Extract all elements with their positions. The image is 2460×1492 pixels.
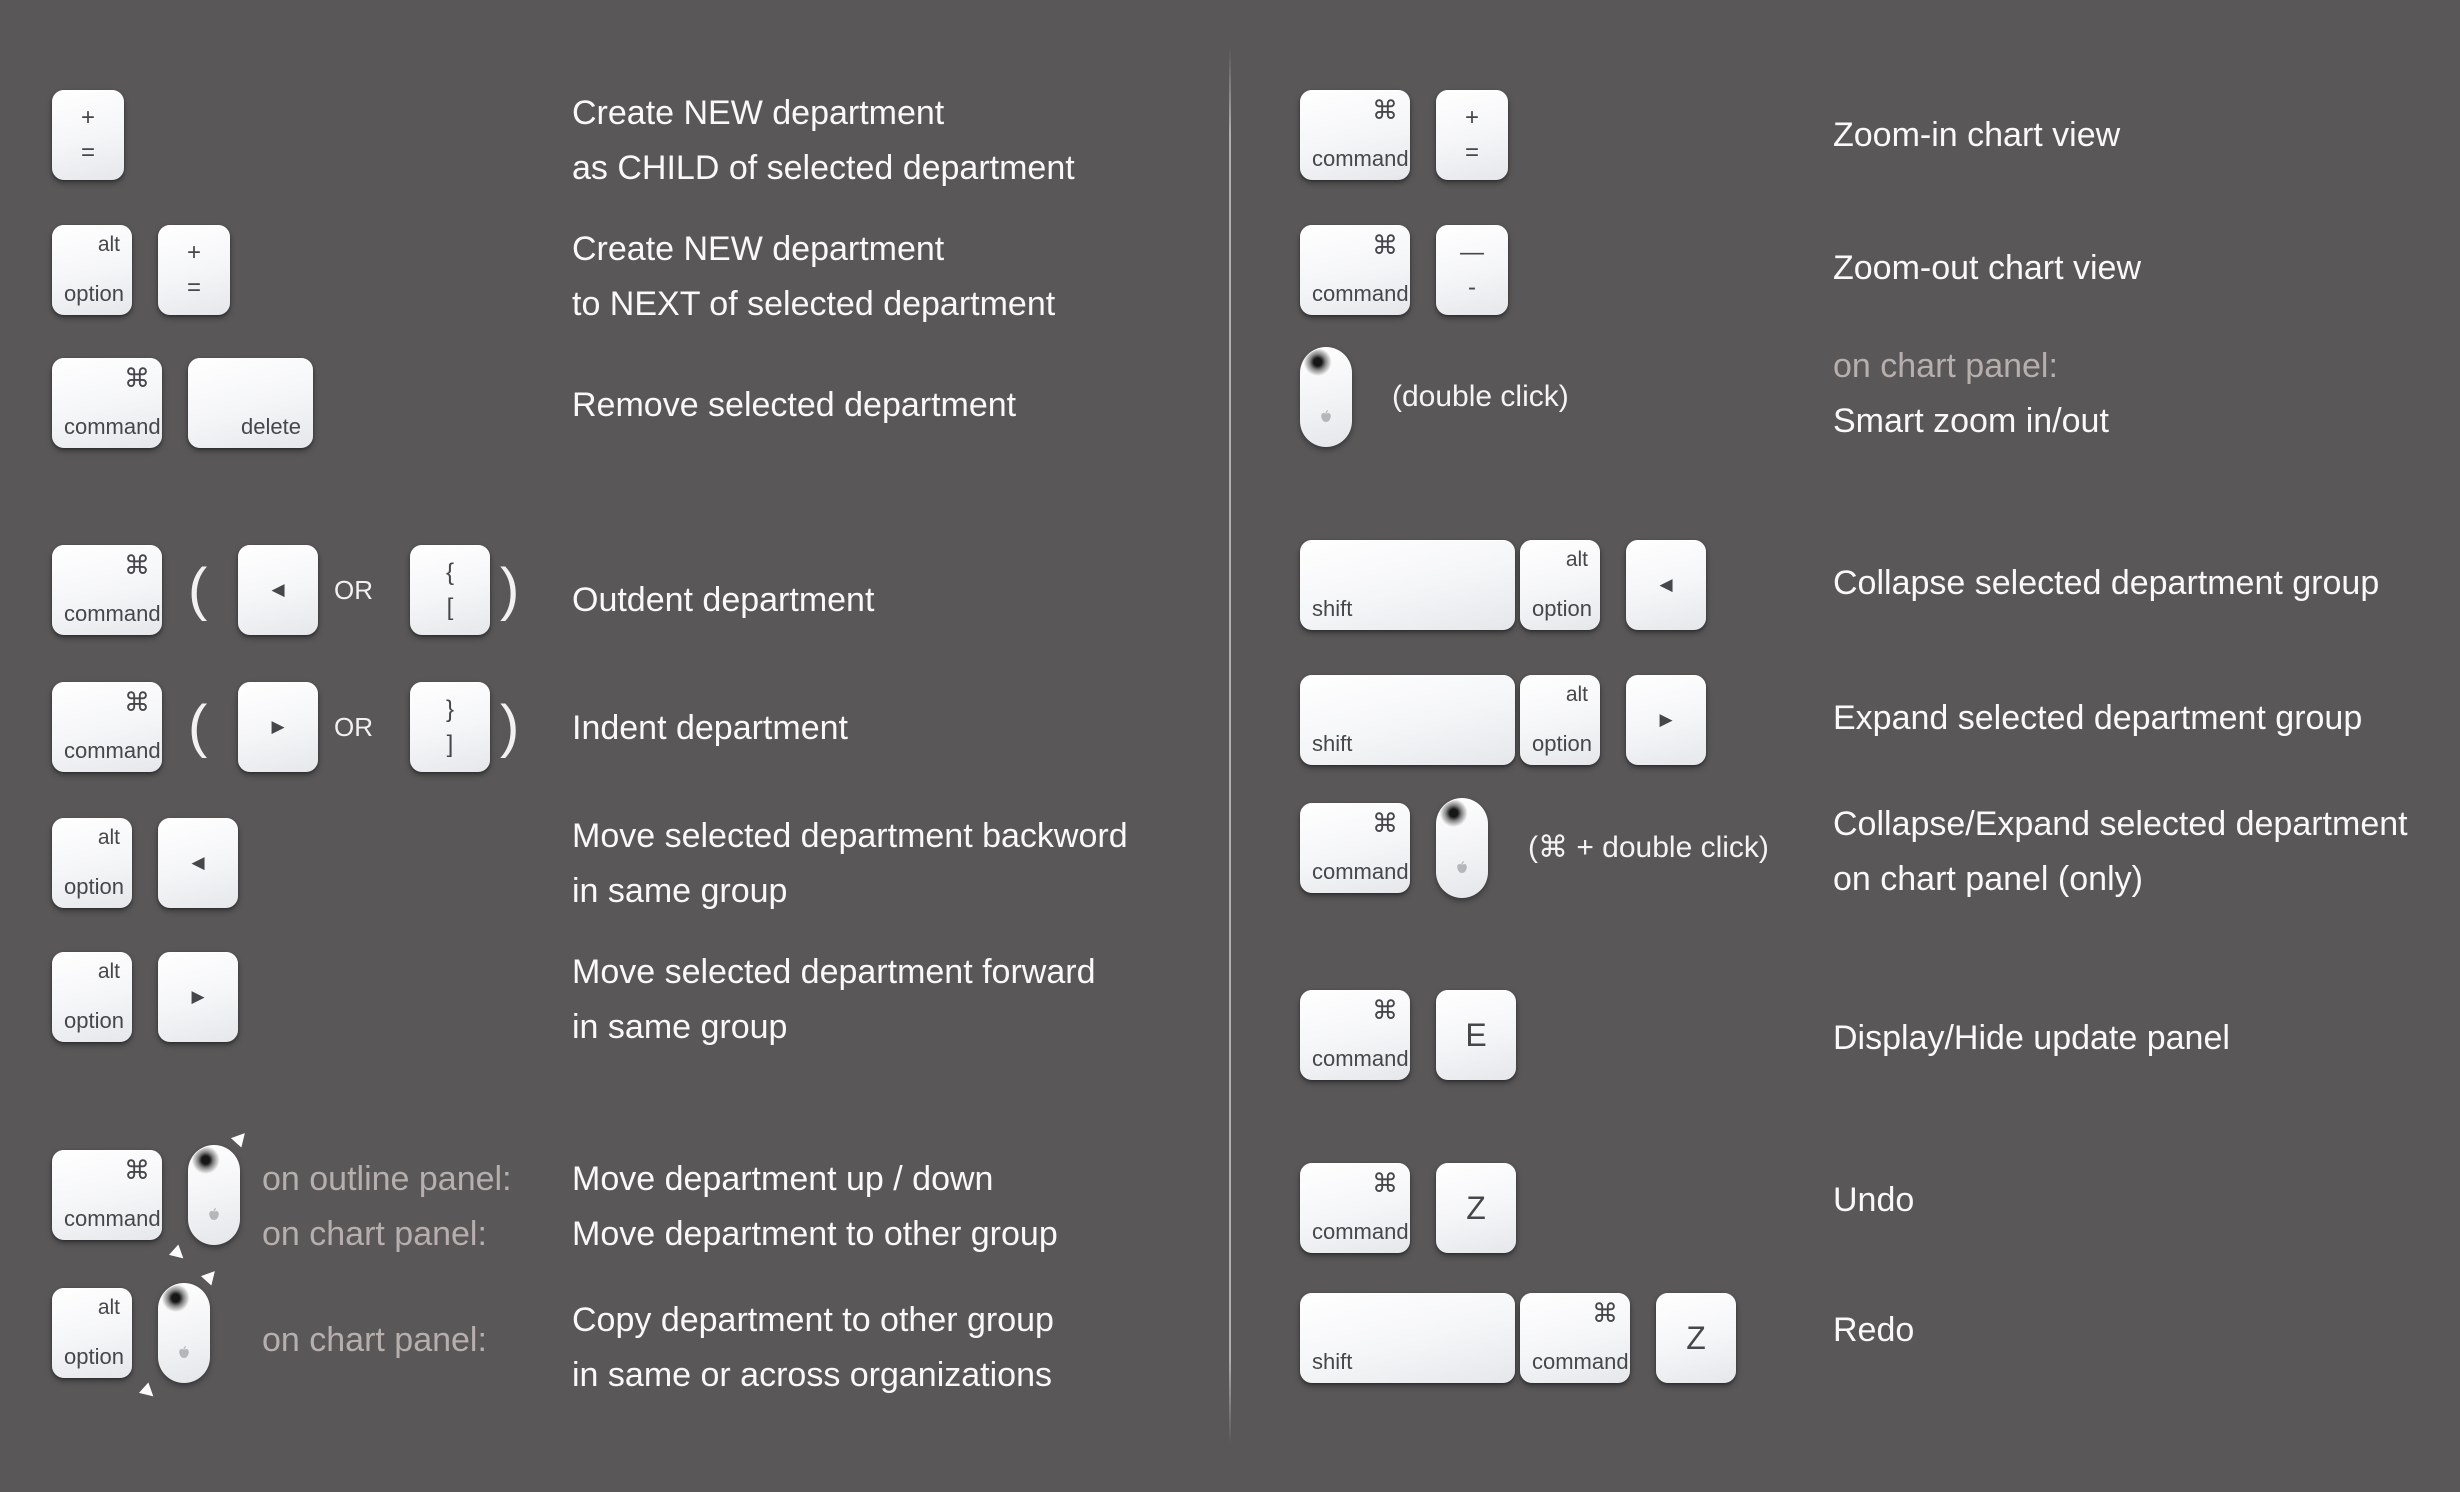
arrow-right-icon: ▶: [1659, 710, 1673, 729]
key-option-symbol: alt: [97, 826, 120, 849]
shortcut-description-line: Collapse selected department group: [1833, 564, 2380, 602]
panel-label: on outline panel:: [262, 1160, 512, 1198]
shortcut-description-line: Move department to other group: [572, 1215, 1058, 1253]
shortcut-description-line: on chart panel (only): [1833, 860, 2143, 898]
shortcut-description-line: Move department up / down: [572, 1160, 994, 1198]
key-plus-equals-bottom: =: [1464, 138, 1479, 166]
shortcut-description-line: in same group: [572, 872, 788, 910]
shortcut-description: [572, 378, 1016, 433]
key-option-symbol: alt: [1565, 683, 1588, 706]
key-option-symbol: alt: [97, 960, 120, 983]
key-command-symbol: ⌘: [124, 550, 150, 580]
shortcut-description: [1833, 556, 2379, 611]
key-plus-equals-top: +: [186, 238, 201, 266]
key-letter-Z: [1436, 1163, 1516, 1253]
key-bracket-close: [410, 682, 490, 772]
key-command: [1300, 90, 1410, 180]
apple-logo-icon: [207, 1207, 221, 1223]
key-command-label: command: [1312, 1046, 1409, 1071]
shortcut-description-line: Display/Hide update panel: [1833, 1019, 2230, 1057]
shortcut-description-line: Remove selected department: [572, 386, 1017, 424]
drag-arrow-icon: [201, 1266, 220, 1285]
caption-text: (double click): [1392, 380, 1569, 413]
arrow-left-icon: ◀: [191, 853, 205, 872]
key-command-symbol: ⌘: [124, 1155, 150, 1185]
key-option: [52, 952, 132, 1042]
shortcut-description: [1833, 339, 2109, 449]
key-arrow-right: [238, 682, 318, 772]
key-shift-label: shift: [1312, 596, 1353, 621]
key-option: [52, 818, 132, 908]
shortcut-description-line: as CHILD of selected department: [572, 149, 1075, 187]
panel-label: on chart panel:: [262, 1215, 487, 1253]
key-command-label: command: [1312, 1219, 1409, 1244]
panel-label: on chart panel:: [1833, 347, 2058, 385]
shortcut-description-line: Indent department: [572, 709, 848, 747]
shortcut-description: [1833, 1303, 1914, 1358]
key-command-symbol: ⌘: [124, 687, 150, 717]
key-shift-label: shift: [1312, 731, 1353, 756]
key-arrow-right: [1626, 675, 1706, 765]
key-plus-equals: [1436, 90, 1508, 180]
or-text: OR: [334, 712, 373, 742]
key-minus: [1436, 225, 1508, 315]
shortcut-description-line: Copy department to other group: [572, 1301, 1054, 1339]
key-option: [52, 1288, 132, 1378]
panel-label-group: [262, 1313, 487, 1368]
shortcut-description: [572, 1293, 1054, 1403]
key-command: [52, 545, 162, 635]
key-minus-bottom: -: [1468, 273, 1476, 301]
key-option: [1520, 540, 1600, 630]
key-command: [52, 358, 162, 448]
key-command-label: command: [1312, 859, 1409, 884]
shortcut-description-line: Zoom-in chart view: [1833, 116, 2121, 154]
mouse-icon: [158, 1283, 210, 1383]
shortcut-description-line: in same group: [572, 1008, 788, 1046]
key-command-label: command: [64, 738, 161, 763]
key-shift: [1300, 540, 1515, 630]
drag-arrow-icon: [231, 1128, 250, 1147]
arrow-right-icon: ▶: [191, 987, 205, 1006]
key-letter-label: Z: [1686, 1319, 1706, 1356]
shortcut-description-line: Collapse/Expand selected department: [1833, 805, 2408, 843]
key-shift: [1300, 675, 1515, 765]
key-command: [1300, 990, 1410, 1080]
paren-text: (: [188, 557, 208, 622]
key-minus-top: —: [1460, 238, 1484, 266]
key-option: [52, 225, 132, 315]
shortcut-description: [572, 573, 874, 628]
key-command-symbol: ⌘: [1372, 95, 1398, 125]
paren-text: ): [500, 557, 520, 622]
arrow-right-icon: ▶: [271, 717, 285, 736]
panel-label: on chart panel:: [262, 1321, 487, 1359]
key-option-label: option: [64, 281, 124, 306]
shortcut-description-line: Create NEW department: [572, 94, 945, 132]
key-bracket-open-top: {: [445, 558, 454, 586]
shortcut-description: [572, 945, 1095, 1055]
key-arrow-left: [158, 818, 238, 908]
key-command-label: command: [1312, 281, 1409, 306]
key-arrow-right: [158, 952, 238, 1042]
shortcut-description: [1833, 1173, 1914, 1228]
drag-arrow-icon: [169, 1244, 188, 1263]
key-plus-equals: [158, 225, 230, 315]
key-command-label: command: [1532, 1349, 1629, 1374]
key-bracket-close-top: }: [445, 695, 454, 723]
shortcut-description: [572, 222, 1055, 332]
shortcut-description-line: Undo: [1833, 1181, 1915, 1219]
key-plus-equals: [52, 90, 124, 180]
apple-logo-icon: [177, 1345, 191, 1361]
mouse-icon: [1300, 347, 1352, 447]
key-plus-equals-bottom: =: [186, 273, 201, 301]
shortcut-description: [1833, 241, 2141, 296]
key-command: [1300, 803, 1410, 893]
key-letter-E: [1436, 990, 1516, 1080]
caption-text: (⌘ + double click): [1528, 831, 1769, 864]
key-option-symbol: alt: [1565, 548, 1588, 571]
shortcut-description-line: Move selected department forward: [572, 953, 1096, 991]
shortcut-description-line: Create NEW department: [572, 230, 945, 268]
shortcut-description: [1833, 108, 2120, 163]
key-command-symbol: ⌘: [124, 363, 150, 393]
key-delete: [188, 358, 313, 448]
key-plus-equals-top: +: [1464, 103, 1479, 131]
key-arrow-left: [1626, 540, 1706, 630]
shortcut-description-line: Expand selected department group: [1833, 699, 2363, 737]
or-text: OR: [334, 575, 373, 605]
key-command: [52, 1150, 162, 1240]
key-letter-Z: [1656, 1293, 1736, 1383]
key-option-label: option: [64, 874, 124, 899]
arrow-left-icon: ◀: [1659, 575, 1673, 594]
shortcut-description-line: Smart zoom in/out: [1833, 402, 2109, 440]
shortcut-description: [572, 1152, 1058, 1262]
paren-text: (: [188, 694, 208, 759]
key-plus-equals-top: +: [80, 103, 95, 131]
key-shift-label: shift: [1312, 1349, 1353, 1374]
key-command: [1300, 1163, 1410, 1253]
key-command-label: command: [64, 1206, 161, 1231]
key-bracket-close-bottom: ]: [446, 730, 454, 758]
shortcut-description: [572, 809, 1128, 919]
key-option-symbol: alt: [97, 1296, 120, 1319]
shortcut-description-line: Zoom-out chart view: [1833, 249, 2141, 287]
key-letter-label: Z: [1466, 1189, 1486, 1226]
shortcut-description: [1833, 1011, 2230, 1066]
key-arrow-left: [238, 545, 318, 635]
key-command-symbol: ⌘: [1372, 1168, 1398, 1198]
key-command-symbol: ⌘: [1372, 230, 1398, 260]
key-option-label: option: [1532, 596, 1592, 621]
key-command: [52, 682, 162, 772]
shortcut-description: [572, 701, 848, 756]
drag-arrow-icon: [139, 1382, 158, 1401]
key-command: [1520, 1293, 1630, 1383]
shortcut-description-line: Outdent department: [572, 581, 875, 619]
key-command-label: command: [1312, 146, 1409, 171]
mouse-icon: [188, 1145, 240, 1245]
panel-label-group: [262, 1152, 512, 1262]
key-plus-equals-bottom: =: [80, 138, 95, 166]
key-command-label: command: [64, 414, 161, 439]
shortcut-description: [1833, 691, 2362, 746]
key-command: [1300, 225, 1410, 315]
key-shift: [1300, 1293, 1515, 1383]
key-command-symbol: ⌘: [1592, 1298, 1618, 1328]
key-command-label: command: [64, 601, 161, 626]
shortcut-description: [572, 86, 1075, 196]
shortcut-description-line: Redo: [1833, 1311, 1915, 1349]
key-option-label: option: [64, 1008, 124, 1033]
key-command-symbol: ⌘: [1372, 995, 1398, 1025]
apple-logo-icon: [1319, 409, 1333, 425]
shortcut-description-line: in same or across organizations: [572, 1356, 1053, 1394]
shortcut-description-line: Move selected department backword: [572, 817, 1128, 855]
key-option-label: option: [64, 1344, 124, 1369]
key-bracket-open-bottom: [: [446, 593, 454, 621]
paren-text: ): [500, 694, 520, 759]
key-option: [1520, 675, 1600, 765]
key-letter-label: E: [1465, 1016, 1487, 1053]
key-option-symbol: alt: [97, 233, 120, 256]
arrow-left-icon: ◀: [271, 580, 285, 599]
key-bracket-open: [410, 545, 490, 635]
mouse-icon: [1436, 798, 1488, 898]
apple-logo-icon: [1455, 860, 1469, 876]
key-delete-label: delete: [241, 414, 301, 439]
key-option-label: option: [1532, 731, 1592, 756]
key-command-symbol: ⌘: [1372, 808, 1398, 838]
shortcut-description-line: to NEXT of selected department: [572, 285, 1056, 323]
shortcut-description: [1833, 797, 2408, 907]
column-divider: [1229, 48, 1231, 1444]
